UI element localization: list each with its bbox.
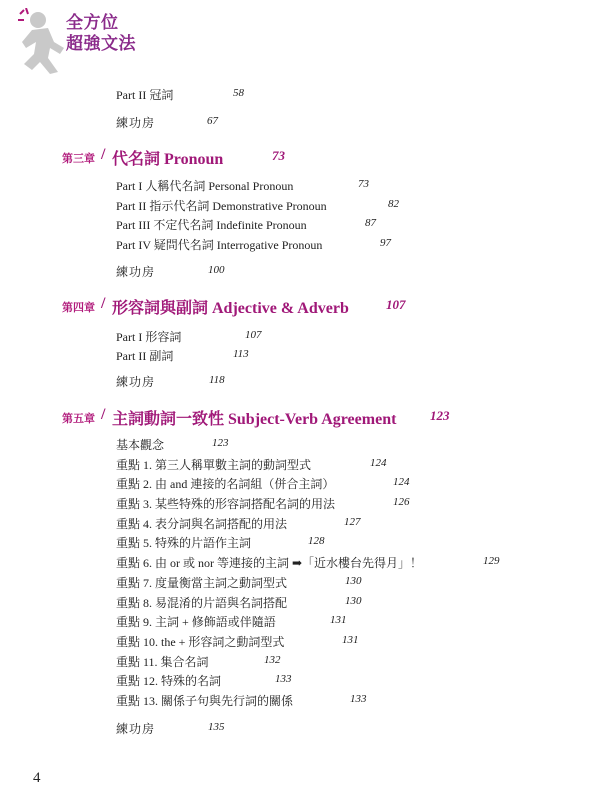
toc-entry-label: 基本觀念 xyxy=(116,438,165,452)
toc-entry-page: 87 xyxy=(365,217,376,229)
practice-label: 練功房 xyxy=(116,375,156,389)
toc-entry-label: 重點 3. 某些特殊的形容詞搭配名詞的用法 xyxy=(116,497,336,511)
practice-page: 135 xyxy=(208,721,225,733)
toc-entry-page: 131 xyxy=(330,614,347,626)
toc-entry-label: Part III 不定代名詞 Indefinite Pronoun xyxy=(116,218,307,232)
practice-label: 練功房 xyxy=(116,116,156,130)
toc-entry-page: 124 xyxy=(370,457,387,469)
toc-entry-label: 重點 6. 由 or 或 nor 等連接的主詞 ➡「近水樓台先得月」！ xyxy=(116,556,423,570)
toc-entry-page: 127 xyxy=(344,516,361,528)
practice-label: 練功房 xyxy=(116,265,156,279)
chapter-slash: / xyxy=(101,295,106,312)
toc-entry-page: 123 xyxy=(212,437,229,449)
practice-page: 100 xyxy=(208,264,225,276)
book-logo xyxy=(18,8,158,78)
toc-entry-label: 重點 12. 特殊的名詞 xyxy=(116,674,222,688)
toc-entry-label: 重點 5. 特殊的片語作主詞 xyxy=(116,536,252,550)
page-number: 4 xyxy=(33,770,41,786)
toc-entry-label: 重點 1. 第三人稱單數主詞的動詞型式 xyxy=(116,458,312,472)
running-figure-icon xyxy=(18,8,68,76)
toc-entry-page: 124 xyxy=(393,476,410,488)
toc-entry-label: 重點 7. 度量衡當主詞之動詞型式 xyxy=(116,576,288,590)
chapter-page: 73 xyxy=(272,148,285,163)
chapter-number: 第五章 xyxy=(62,412,95,425)
chapter-number: 第四章 xyxy=(62,301,95,314)
chapter-title: 主詞動詞一致性 Subject-Verb Agreement xyxy=(112,411,397,428)
toc-entry-label: Part II 冠詞 xyxy=(116,88,174,102)
chapter-slash: / xyxy=(101,146,106,163)
toc-entry-page: 129 xyxy=(483,555,500,567)
logo-line-2: 超強文法 xyxy=(66,34,136,54)
toc-entry-page: 130 xyxy=(345,595,362,607)
toc-entry-label: 重點 13. 關係子句與先行詞的關係 xyxy=(116,694,294,708)
chapter-number: 第三章 xyxy=(62,152,95,165)
toc-entry-page: 113 xyxy=(233,348,249,360)
toc-entry-page: 133 xyxy=(275,673,292,685)
toc-entry-page: 107 xyxy=(245,329,262,341)
toc-entry-page: 132 xyxy=(264,654,281,666)
toc-entry-page: 133 xyxy=(350,693,367,705)
toc-entry-label: 重點 4. 表分詞與名詞搭配的用法 xyxy=(116,517,288,531)
chapter-title: 代名詞 Pronoun xyxy=(112,151,224,168)
logo-line-1: 全方位 xyxy=(66,13,119,33)
toc-entry-label: 重點 10. the + 形容詞之動詞型式 xyxy=(116,635,285,649)
chapter-page: 123 xyxy=(430,408,450,423)
toc-entry-page: 58 xyxy=(233,87,244,99)
toc-entry-page: 128 xyxy=(308,535,325,547)
toc-entry-label: Part II 指示代名詞 Demonstrative Pronoun xyxy=(116,199,327,213)
toc-entry-label: 重點 8. 易混淆的片語與名詞搭配 xyxy=(116,596,288,610)
chapter-page: 107 xyxy=(386,297,406,312)
toc-entry-label: 重點 2. 由 and 連接的名詞組（併合主詞） xyxy=(116,477,335,491)
practice-page: 67 xyxy=(207,115,218,127)
toc-entry-page: 97 xyxy=(380,237,391,249)
toc-entry-label: 重點 11. 集合名詞 xyxy=(116,655,209,669)
toc-entry-label: Part IV 疑問代名詞 Interrogative Pronoun xyxy=(116,238,323,252)
toc-entry-page: 131 xyxy=(342,634,359,646)
toc-entry-page: 126 xyxy=(393,496,410,508)
toc-entry-label: Part I 形容詞 xyxy=(116,330,182,344)
practice-page: 118 xyxy=(209,374,225,386)
chapter-title: 形容詞與副詞 Adjective & Adverb xyxy=(112,300,349,317)
toc-entry-page: 82 xyxy=(388,198,399,210)
toc-entry-label: Part II 副詞 xyxy=(116,349,174,363)
toc-entry-label: Part I 人稱代名詞 Personal Pronoun xyxy=(116,179,294,193)
toc-entry-page: 73 xyxy=(358,178,369,190)
toc-entry-page: 130 xyxy=(345,575,362,587)
toc-entry-label: 重點 9. 主詞 + 修飾語或伴隨語 xyxy=(116,615,276,629)
practice-label: 練功房 xyxy=(116,722,156,736)
chapter-slash: / xyxy=(101,406,106,423)
